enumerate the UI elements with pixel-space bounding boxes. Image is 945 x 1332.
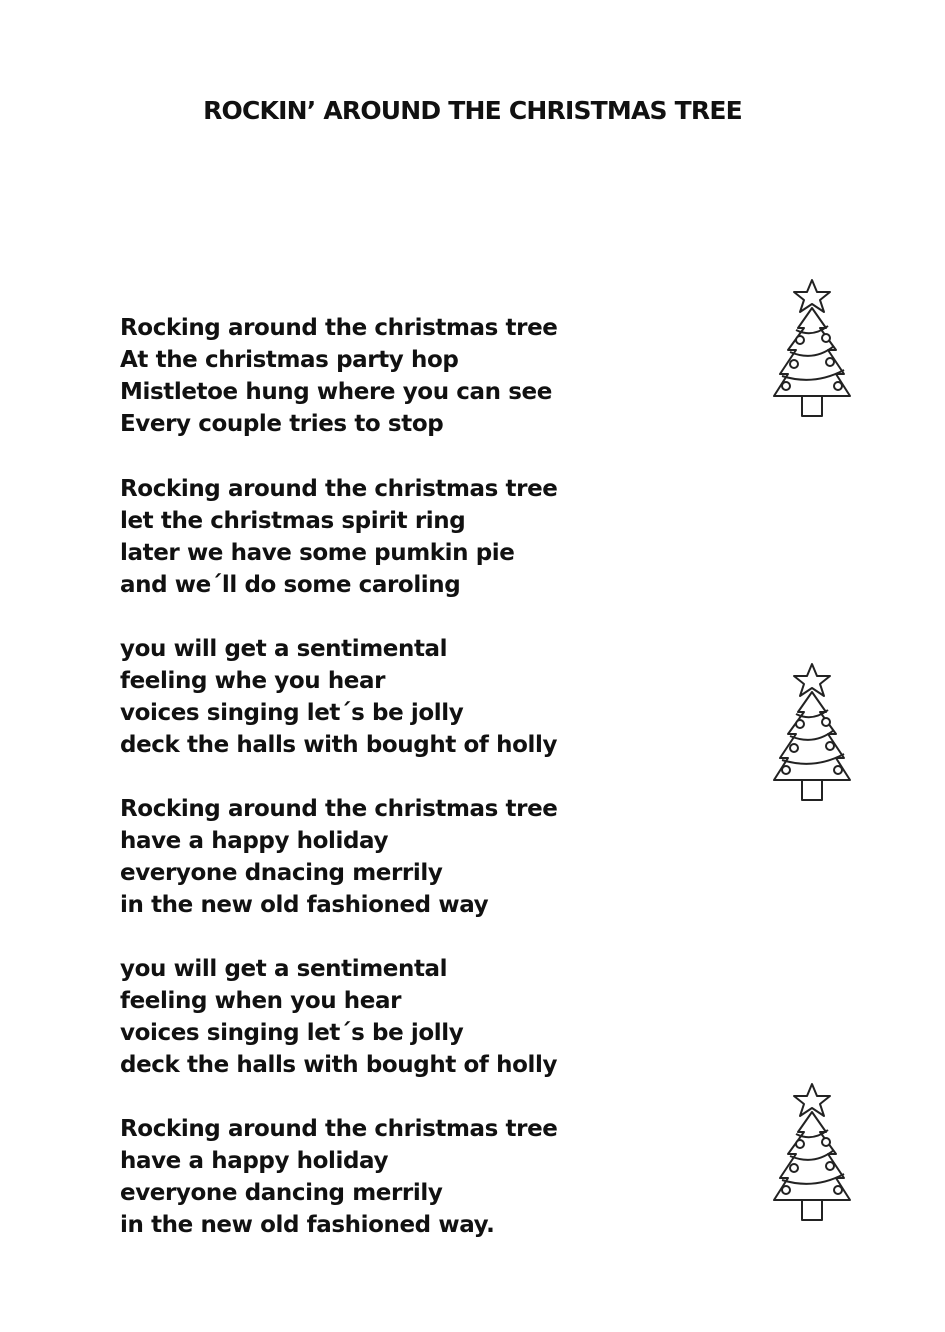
stanza-1 bbox=[120, 312, 557, 440]
lyric-line: Rocking around the christmas tree bbox=[120, 1116, 558, 1142]
lyric-line: Mistletoe hung where you can see bbox=[120, 379, 552, 405]
lyric-line: have a happy holiday bbox=[120, 828, 389, 854]
christmas-tree-icon bbox=[770, 1082, 870, 1232]
lyric-line: in the new old fashioned way. bbox=[120, 1212, 495, 1238]
lyric-line: feeling when you hear bbox=[120, 988, 402, 1014]
stanza-3 bbox=[120, 633, 557, 761]
lyric-line: Rocking around the christmas tree bbox=[120, 476, 558, 502]
lyric-line: Rocking around the christmas tree bbox=[120, 796, 558, 822]
lyric-line: feeling whe you hear bbox=[120, 668, 386, 694]
lyric-line: Rocking around the christmas tree bbox=[120, 315, 558, 341]
lyric-line: Every couple tries to stop bbox=[120, 411, 444, 437]
lyric-line: deck the halls with bought of holly bbox=[120, 732, 558, 758]
lyric-line: everyone dnacing merrily bbox=[120, 860, 443, 886]
lyric-line: later we have some pumkin pie bbox=[120, 540, 515, 566]
christmas-tree-icon bbox=[770, 662, 870, 812]
lyric-line: in the new old fashioned way bbox=[120, 892, 489, 918]
stanza-6 bbox=[120, 1113, 557, 1241]
stanza-4 bbox=[120, 793, 557, 921]
lyric-line: voices singing let´s be jolly bbox=[120, 1020, 464, 1046]
lyric-line: you will get a sentimental bbox=[120, 956, 448, 982]
lyric-line: have a happy holiday bbox=[120, 1148, 389, 1174]
lyric-line: deck the halls with bought of holly bbox=[120, 1052, 558, 1078]
lyric-line: everyone dancing merrily bbox=[120, 1180, 443, 1206]
lyric-line: and we´ll do some caroling bbox=[120, 572, 461, 598]
christmas-tree-icon bbox=[770, 278, 870, 428]
lyric-line: let the christmas spirit ring bbox=[120, 508, 466, 534]
lyric-line: At the christmas party hop bbox=[120, 347, 459, 373]
lyric-line: voices singing let´s be jolly bbox=[120, 700, 464, 726]
stanza-5 bbox=[120, 953, 557, 1081]
page-title: ROCKIN’ AROUND THE CHRISTMAS TREE bbox=[203, 96, 742, 125]
lyric-line: you will get a sentimental bbox=[120, 636, 448, 662]
stanza-2 bbox=[120, 473, 557, 601]
